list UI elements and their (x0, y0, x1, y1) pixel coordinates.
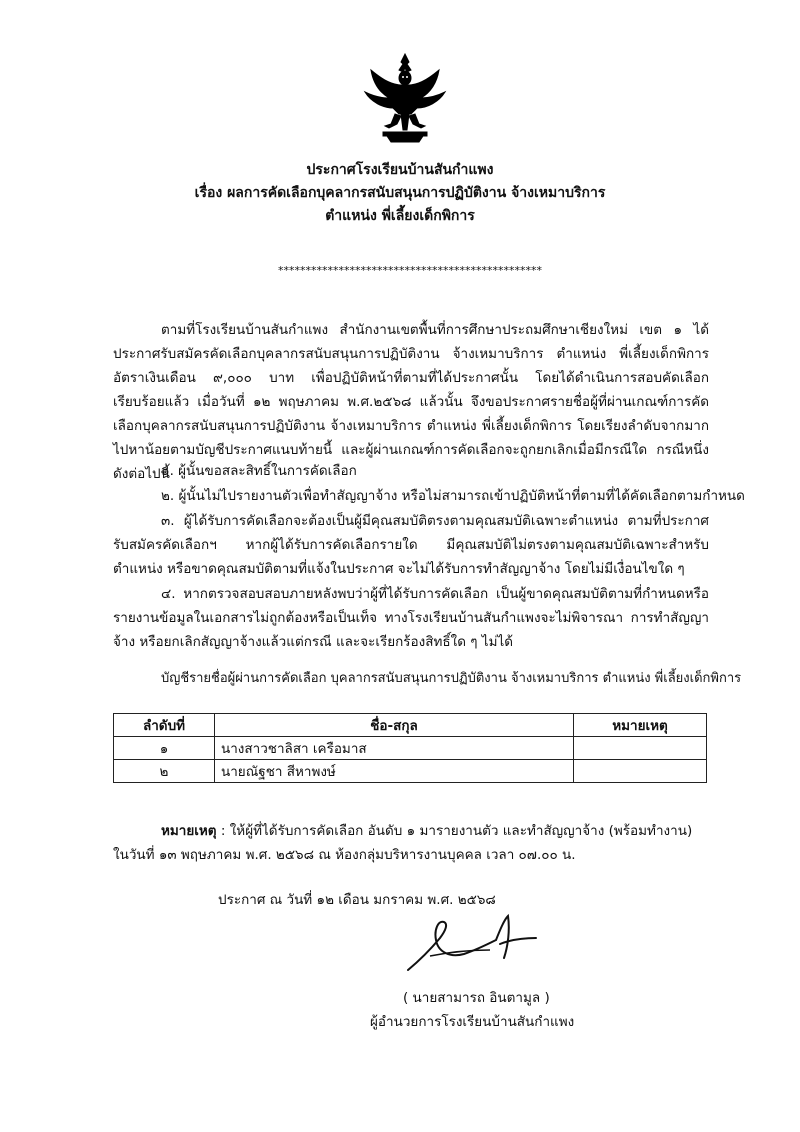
announcement-title: ประกาศโรงเรียนบ้านสันกำแพง (306, 162, 494, 178)
announce-date: ประกาศ ณ วันที่ ๑๒ เดือน มกราคม พ.ศ. ๒๕๖๘ (218, 892, 496, 908)
table-row (114, 737, 707, 760)
condition-item-1: ๑. ผู้นั้นขอสละสิทธิ์ในการคัดเลือก (161, 463, 357, 479)
announcement-position: ตำแหน่ง พี่เลี้ยงเด็กพิการ (325, 208, 475, 224)
note-line-2: ในวันที่ ๑๓ พฤษภาคม พ.ศ. ๒๕๖๘ ณ ห้องกลุ่มบริหารงานบุคคล เวลา ๐๗.๐๐ น. (113, 847, 576, 863)
table-row (114, 760, 707, 783)
cell-name: นางสาวชาลิสา เครือมาส (215, 737, 574, 760)
note-line-1 (161, 820, 692, 842)
note-text: : ให้ผู้ที่ได้รับการคัดเลือก อันดับ ๑ มารายงานตัว และทำสัญญาจ้าง (พร้อมทำงาน) (216, 823, 693, 839)
cell-order: ๒ (114, 760, 215, 783)
col-header-note: หมายเหตุ (574, 714, 707, 737)
cell-order: ๑ (114, 737, 215, 760)
table-header-row (114, 714, 707, 737)
cell-name: นายณัฐชา สีหาพงษ์ (215, 760, 574, 783)
note-label: หมายเหตุ (161, 823, 217, 839)
signer-name: ( นายสามารถ อินตามูล ) (403, 990, 550, 1006)
list-title: บัญชีรายชื่อผู้ผ่านการคัดเลือก บุคลากรสนับสนุนการปฏิบัติงาน จ้างเหมาบริการ ตำแหน่ง พี่เลี้ยงเด็กพิการ (161, 671, 742, 686)
announcement-subject: เรื่อง ผลการคัดเลือกบุคลากรสนับสนุนการปฏิบัติงาน จ้างเหมาบริการ (194, 185, 606, 201)
candidate-table (113, 713, 707, 783)
col-header-order: ลำดับที่ (114, 714, 215, 737)
intro-paragraph: ตามที่โรงเรียนบ้านสันกำแพง สำนักงานเขตพื้นที่การศึกษาประถมศึกษาเชียงใหม่ เขต ๑ ได้ประกาศรับสมัครคัดเลือกบุคลากรสนับสนุนการปฏิบัติงาน จ้างเหมาบริการ ตำแหน่ง พี่เลี้ยงเด็กพิการ อัตราเงินเดือน ๙,๐๐๐ บาท เพื่อปฏิบัติหน้าที่ตามที่ได้ประกาศนั้น โดยได้ดำเนินการสอบคัดเลือก เรียบร้อยแล้ว เมื่อวันที่ ๑๒ พฤษภาคม พ.ศ.๒๕๖๘ แล้วนั้น จึงขอประกาศรายชื่อผู้ที่ผ่านเกณฑ์การคัดเลือกบุคลากรสนับสนุนการปฏิบัติงาน จ้างเหมาบริการ ตำแหน่ง พี่เลี้ยงเด็กพิการ โดยเรียงลำดับจากมากไปหาน้อยตามบัญชีประกาศแนบท้ายนี้ และผู้ผ่านเกณฑ์การคัดเลือกจะถูกยกเลิกเมื่อมีกรณีใด กรณีหนึ่ง ดังต่อไปนี้ (113, 322, 709, 482)
separator-line: ************************************************ (278, 264, 542, 277)
condition-item-3: ๓. ผู้ได้รับการคัดเลือกจะต้องเป็นผู้มีคุณสมบัติตรงตามคุณสมบัติเฉพาะตำแหน่ง ตามที่ประกาศรับสมัครคัดเลือกฯ หากผู้ได้รับการคัดเลือกรายใด มีคุณสมบัติไม่ตรงตามคุณสมบัติเฉพาะสำหรับตำแหน่ง หรือขาดคุณสมบัติตามที่แจ้งในประกาศ จะไม่ได้รับการทำสัญญาจ้าง โดยไม่มีเงื่อนไขใด ๆ (113, 513, 709, 577)
cell-note (574, 760, 707, 783)
condition-item-4: ๔. หากตรวจสอบสอบภายหลังพบว่าผู้ที่ได้รับการคัดเลือก เป็นผู้ขาดคุณสมบัติตามที่กำหนดหรือรายงานข้อมูลในเอกสารไม่ถูกต้องหรือเป็นเท็จ ทางโรงเรียนบ้านสันกำแพงจะไม่พิจารณา การทำสัญญาจ้าง หรือยกเลิกสัญญาจ้างแล้วแต่กรณี และจะเรียกร้องสิทธิ์ใด ๆ ไม่ได้ (113, 586, 709, 650)
garuda-emblem-icon (363, 52, 447, 144)
signature-image (400, 900, 550, 980)
cell-note (574, 737, 707, 760)
signer-title: ผู้อำนวยการโรงเรียนบ้านสันกำแพง (370, 1014, 575, 1030)
condition-item-2: ๒. ผู้นั้นไม่ไปรายงานตัวเพื่อทำสัญญาจ้าง หรือไม่สามารถเข้าปฏิบัติหน้าที่ตามที่ได้คัดเลือกตามกำหนด (161, 488, 745, 504)
col-header-name: ชื่อ-สกุล (215, 714, 574, 737)
